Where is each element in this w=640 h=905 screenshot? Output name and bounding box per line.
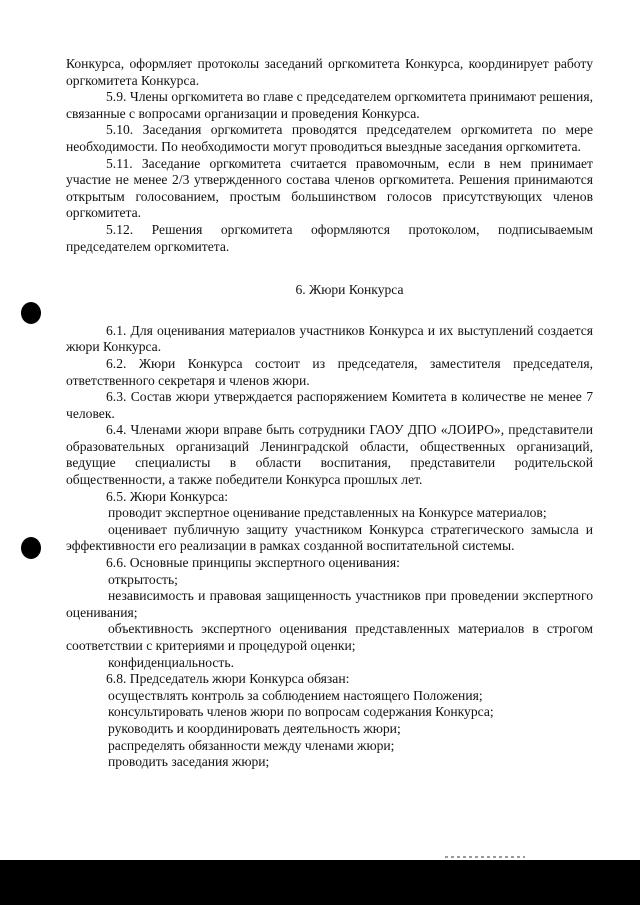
list-item: руководить и координировать деятельность жюри; xyxy=(108,720,401,736)
list-item: распределять обязанности между членами жюри; xyxy=(108,737,395,753)
punch-hole-mark xyxy=(21,537,41,559)
paragraph-6-8: 6.8. Председатель жюри Конкурса обязан: xyxy=(106,671,350,687)
punch-hole-mark xyxy=(21,302,41,324)
list-item: осуществлять контроль за соблюдением настоящего Положения; xyxy=(108,687,483,703)
list-item: объективность экспертного оценивания представленных материалов в строгом соответствии с критериями и процедурой оценки; xyxy=(66,621,593,653)
paragraph-5-11: 5.11. Заседание оргкомитета считается правомочным, если в нем принимает участие не менее 2/3 утвержденного состава членов оргкомитета. Решения принимаются открытым голосованием, простым большинством голосов присутствующих членов оргкомитета. xyxy=(66,155,593,221)
paragraph-6-6: 6.6. Основные принципы экспертного оценивания: xyxy=(106,555,400,571)
paragraph-6-4: 6.4. Членами жюри вправе быть сотрудники ГАОУ ДПО «ЛОИРО», представители образовательных организаций Ленинградской области, общественных организаций, ведущие специалисты в области воспитания, представители родительской общественности, а также победители Конкурса прошлых лет. xyxy=(66,422,593,488)
list-item: проводит экспертное оценивание представленных на Конкурсе материалов; xyxy=(108,505,547,521)
list-item: независимость и правовая защищенность участников при проведении экспертного оценивания; xyxy=(66,588,593,620)
section-heading: 6. Жюри Конкурса xyxy=(295,282,404,298)
paragraph-6-3: 6.3. Состав жюри утверждается распоряжением Комитета в количестве не менее 7 человек. xyxy=(66,389,593,421)
paragraph-6-1: 6.1. Для оценивания материалов участников Конкурса и их выступлений создается жюри Конкурса. xyxy=(66,322,593,355)
list-item: открытость; xyxy=(108,571,178,587)
paragraph-6-2: 6.2. Жюри Конкурса состоит из председателя, заместителя председателя, ответственного секретаря и членов жюри. xyxy=(66,355,593,388)
scan-artifact xyxy=(445,856,525,858)
paragraph-5-12: 5.12. Решения оргкомитета оформляются протоколом, подписываемым председателем оргкомитета. xyxy=(66,221,593,254)
paragraph-5-9: 5.9. Члены оргкомитета во главе с председателем оргкомитета принимают решения, связанные с вопросами организации и проведения Конкурса. xyxy=(66,89,593,121)
list-item: конфиденциальность. xyxy=(108,654,234,670)
document-body xyxy=(66,56,593,771)
paragraph-5-10: 5.10. Заседания оргкомитета проводятся председателем оргкомитета по мере необходимости. По необходимости могут проводиться выездные заседания оргкомитета. xyxy=(66,122,593,154)
paragraph-6-5: 6.5. Жюри Конкурса: xyxy=(106,488,229,504)
scan-bottom-border xyxy=(0,860,640,905)
list-item: консультировать членов жюри по вопросам содержания Конкурса; xyxy=(108,704,494,720)
list-item: проводить заседания жюри; xyxy=(108,754,270,770)
paragraph-continuation: Конкурса, оформляет протоколы заседаний оргкомитета Конкурса, координирует работу оргкомитета Конкурса. xyxy=(66,56,593,88)
list-item: оценивает публичную защиту участником Конкурса стратегического замысла и эффективности его реализации в рамках созданной воспитательной системы. xyxy=(66,521,593,554)
